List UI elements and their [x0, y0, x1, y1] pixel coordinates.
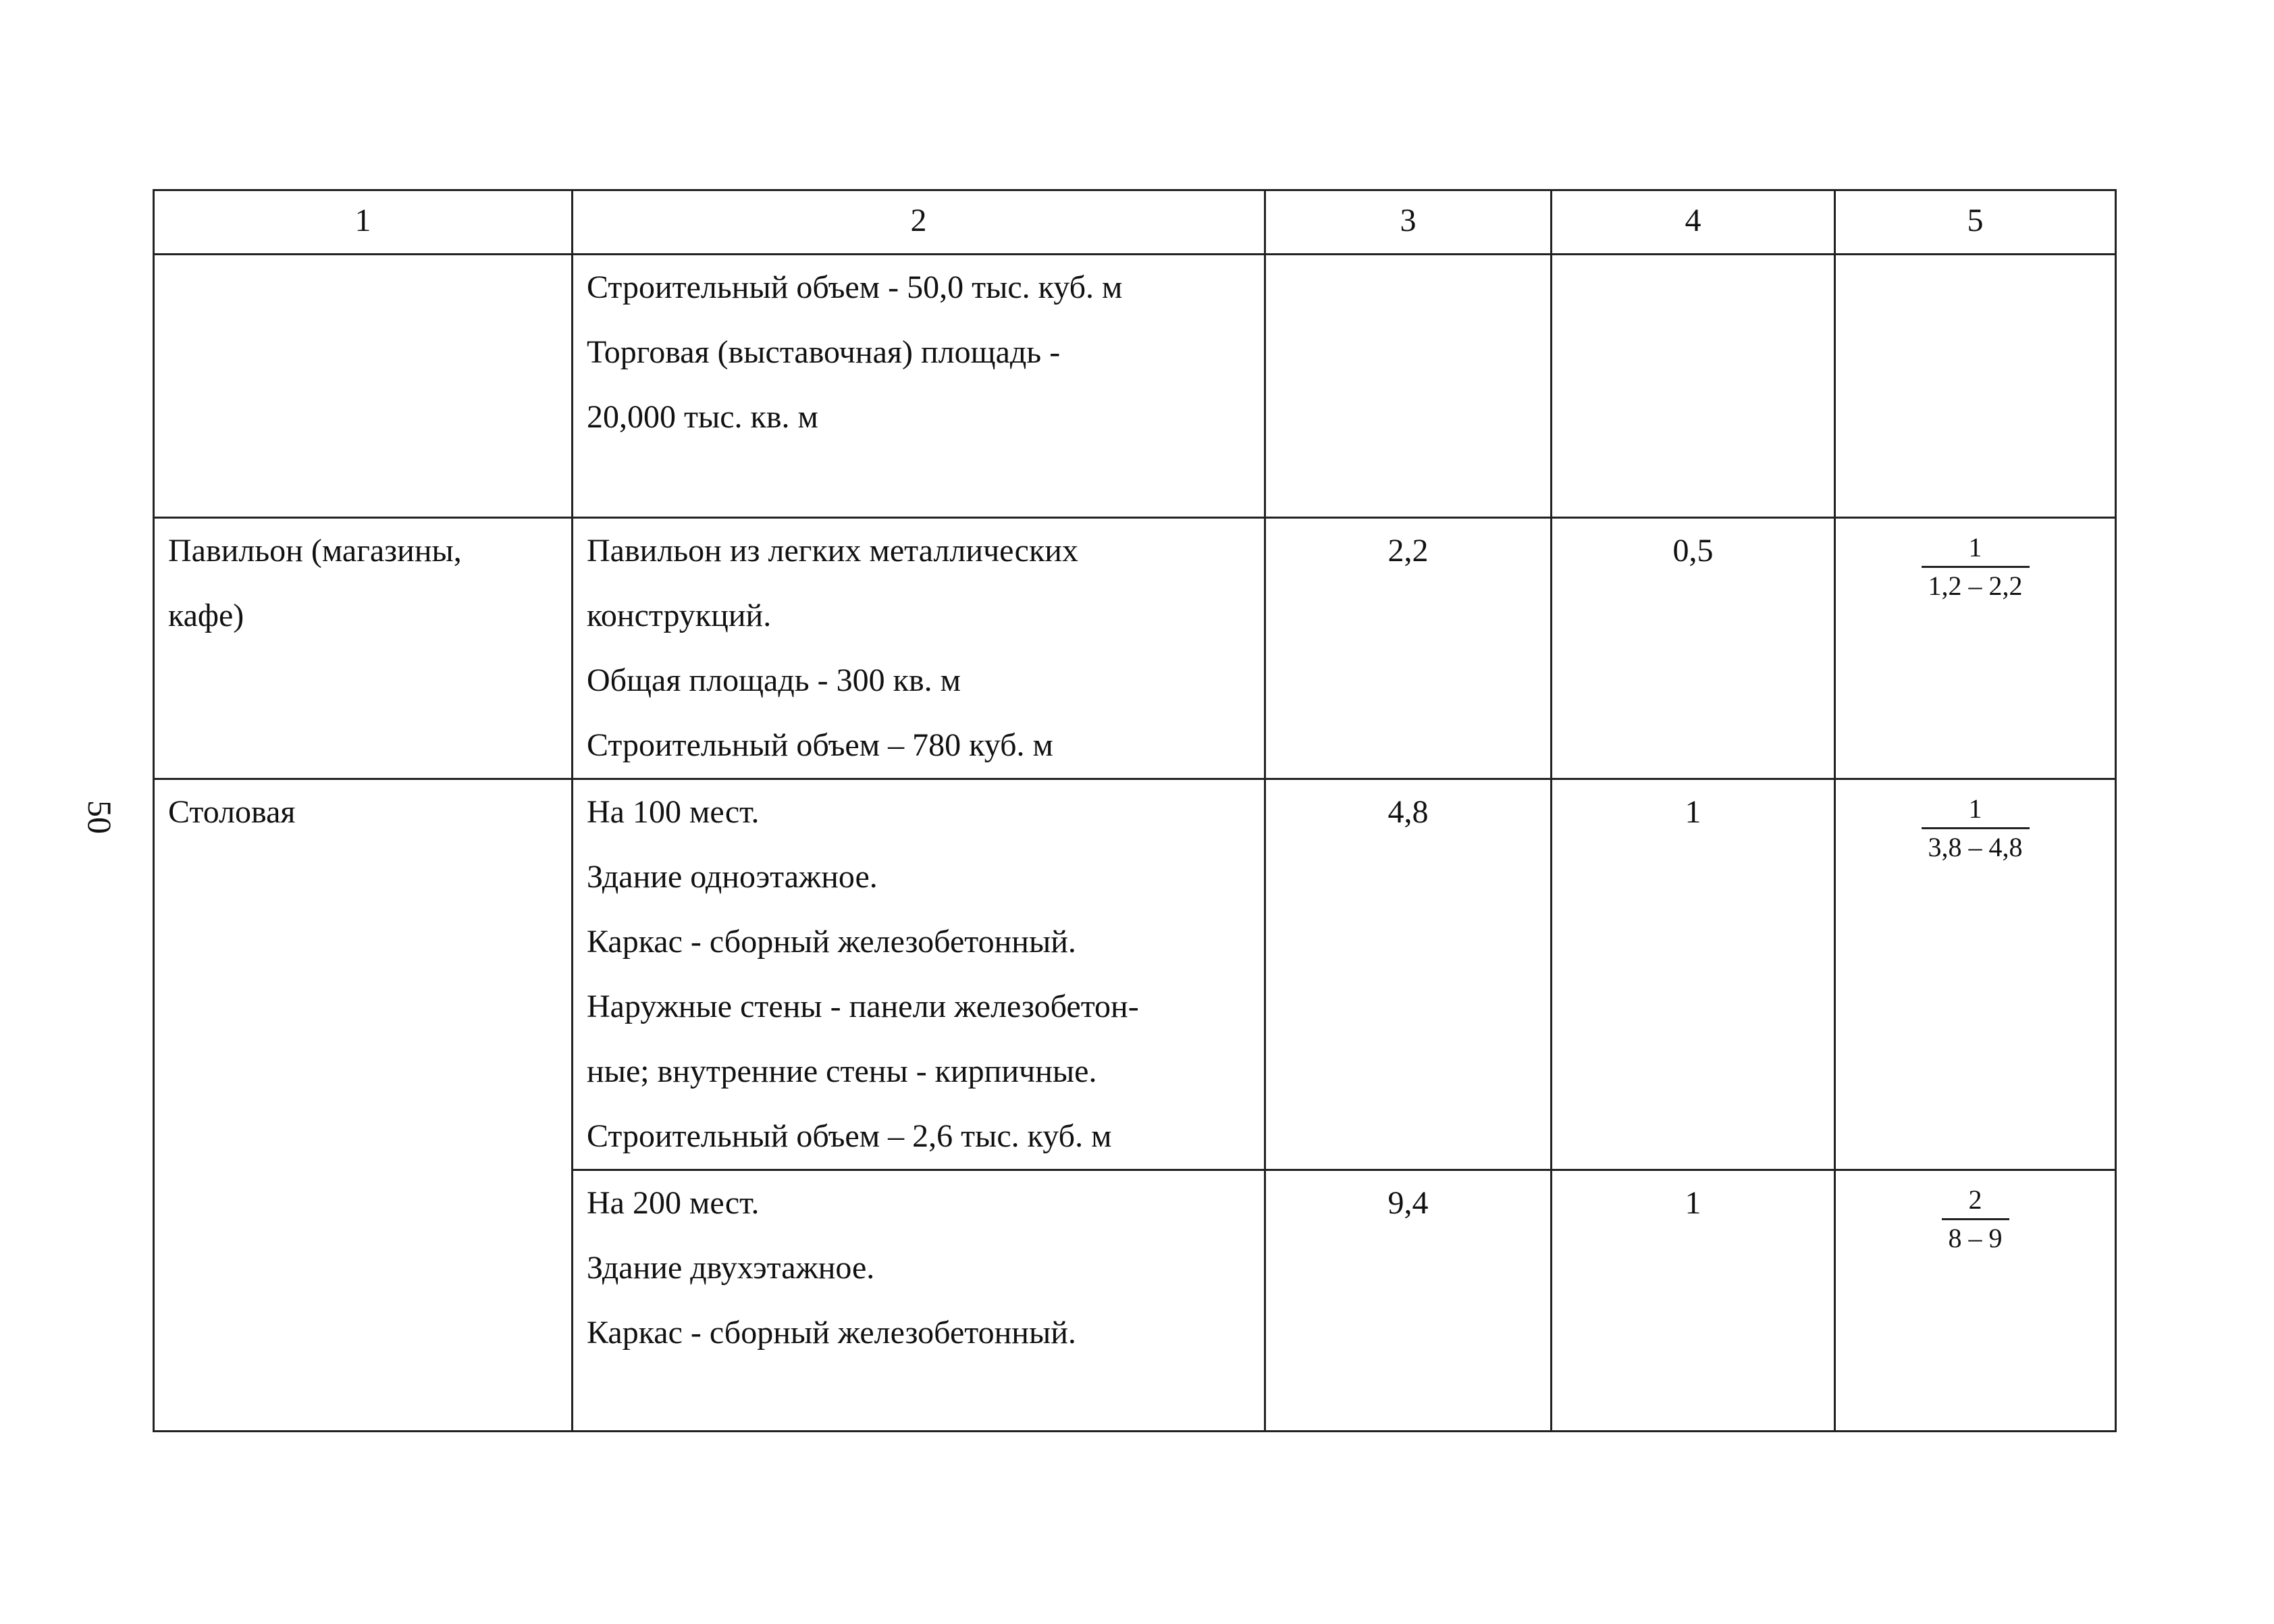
object-name-cell	[154, 518, 573, 779]
fraction-numerator: 2	[1942, 1182, 2009, 1220]
value-cell-3: 2,2	[1265, 518, 1552, 779]
fraction-denominator: 3,8 – 4,8	[1928, 832, 2023, 862]
description-line: Каркас - сборный железобетонный.	[587, 924, 1076, 960]
value-cell-5	[1835, 1170, 2116, 1432]
table-row	[154, 779, 2116, 1170]
value-cell-5	[1835, 779, 2116, 1170]
description-line: Каркас - сборный железобетонный.	[587, 1315, 1076, 1351]
value-cell-5	[1835, 518, 2116, 779]
description-line: На 100 мест.	[587, 794, 760, 830]
table-row	[154, 255, 2116, 518]
table-row	[154, 518, 2116, 779]
description-cell	[573, 779, 1265, 1170]
fraction-numerator: 1	[1922, 529, 2030, 568]
fraction	[1922, 791, 2030, 866]
fraction	[1942, 1182, 2009, 1257]
fraction-denominator: 1,2 – 2,2	[1928, 571, 2023, 601]
table-header-row	[154, 190, 2116, 255]
description-line: ные; внутренние стены - кирпичные.	[587, 1053, 1097, 1089]
description-line: конструкций.	[587, 598, 772, 633]
description-cell	[573, 255, 1265, 518]
description-line: Здание одноэтажное.	[587, 859, 878, 895]
fraction	[1922, 529, 2030, 604]
description-cell	[573, 518, 1265, 779]
object-name-line: Павильон (магазины,	[168, 533, 462, 569]
description-line: Наружные стены - панели железобетон-	[587, 989, 1139, 1024]
object-name-cell	[154, 779, 573, 1432]
header-cell-5: 5	[1835, 190, 2116, 255]
object-name-line: Столовая	[168, 794, 296, 830]
description-line: Строительный объем - 50,0 тыс. куб. м	[587, 269, 1123, 305]
description-line: Общая площадь - 300 кв. м	[587, 662, 961, 698]
object-name-line: кафе)	[168, 598, 244, 633]
page-number: 50	[81, 800, 119, 834]
header-cell-4: 4	[1552, 190, 1835, 255]
value-cell-3	[1265, 255, 1552, 518]
description-line: Здание двухэтажное.	[587, 1250, 875, 1286]
description-line: На 200 мест.	[587, 1185, 760, 1221]
fraction-numerator: 1	[1922, 791, 2030, 829]
header-cell-2: 2	[573, 190, 1265, 255]
description-line: 20,000 тыс. кв. м	[587, 399, 818, 435]
description-line: Строительный объем – 2,6 тыс. куб. м	[587, 1118, 1112, 1154]
value-cell-5	[1835, 255, 2116, 518]
value-cell-4: 1	[1552, 1170, 1835, 1432]
description-line: Строительный объем – 780 куб. м	[587, 727, 1053, 763]
description-line: Павильон из легких металлических	[587, 533, 1078, 569]
description-cell	[573, 1170, 1265, 1432]
value-cell-4	[1552, 255, 1835, 518]
data-table	[153, 189, 2117, 1432]
value-cell-4: 0,5	[1552, 518, 1835, 779]
description-line: Торговая (выставочная) площадь -	[587, 334, 1061, 370]
value-cell-4: 1	[1552, 779, 1835, 1170]
value-cell-3: 9,4	[1265, 1170, 1552, 1432]
header-cell-1: 1	[154, 190, 573, 255]
fraction-denominator: 8 – 9	[1948, 1223, 2003, 1253]
value-cell-3: 4,8	[1265, 779, 1552, 1170]
header-cell-3: 3	[1265, 190, 1552, 255]
object-name-cell	[154, 255, 573, 518]
